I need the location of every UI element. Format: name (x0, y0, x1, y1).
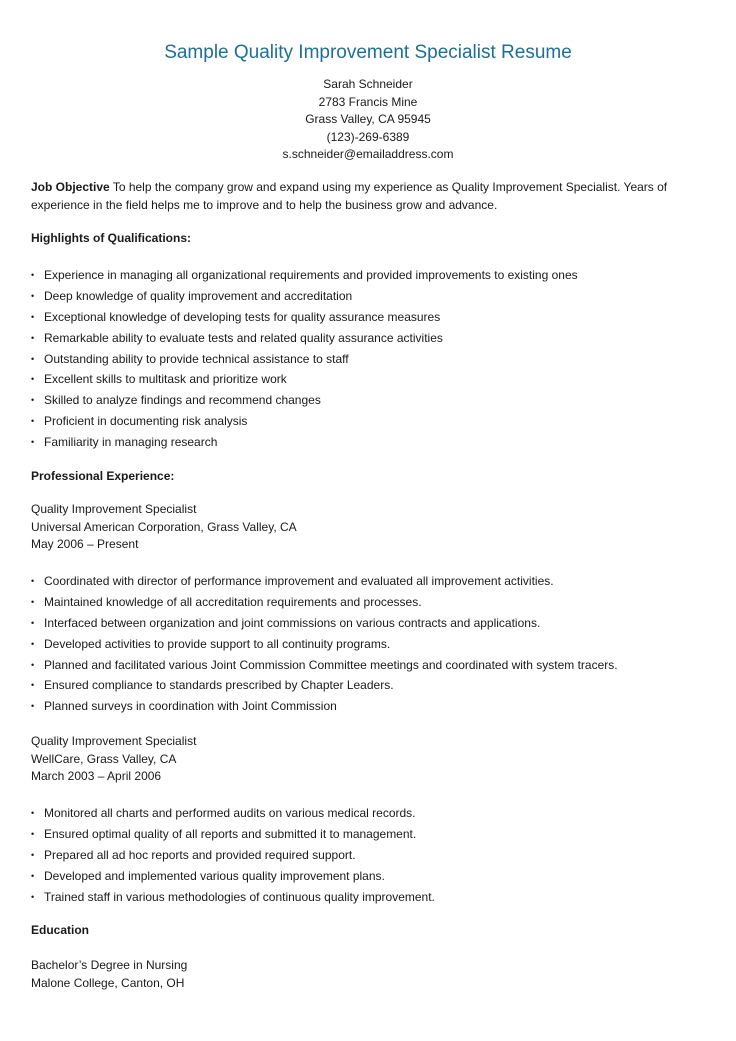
list-item: • Maintained knowledge of all accreditation requirements and processes. (31, 592, 618, 613)
list-item: • Coordinated with director of performance improvement and evaluated all improvement activities. (31, 571, 618, 592)
job-dates: March 2003 – April 2006 (31, 769, 162, 784)
list-item: • Developed and implemented various quality improvement plans. (31, 866, 435, 887)
objective-label: Job Objective (31, 180, 110, 194)
list-item: • Ensured compliance to standards prescribed by Chapter Leaders. (31, 675, 618, 696)
list-item: • Planned surveys in coordination with Joint Commission (31, 696, 618, 717)
job-dates: May 2006 – Present (31, 537, 139, 552)
job-1-duties (31, 571, 618, 717)
list-item: • Trained staff in various methodologies of continuous quality improvement. (31, 887, 435, 908)
list-item: • Outstanding ability to provide technical assistance to staff (31, 349, 578, 370)
bullet-icon: • (31, 808, 35, 818)
page-title: Sample Quality Improvement Specialist Resume (164, 42, 572, 63)
bullet-icon: • (31, 374, 35, 385)
highlights-heading: Highlights of Qualifications: (31, 231, 191, 245)
contact-city: Grass Valley, CA 95945 (305, 112, 431, 127)
contact-name: Sarah Schneider (323, 77, 413, 91)
bullet-icon: • (31, 870, 35, 881)
list-item: • Excellent skills to multitask and prioritize work (31, 369, 578, 390)
bullet-icon: • (31, 416, 35, 427)
bullet-icon: • (31, 270, 35, 280)
contact-block (0, 76, 736, 164)
job-title: Quality Improvement Specialist (31, 734, 197, 748)
bullet-icon: • (31, 332, 35, 343)
job-company: WellCare, Grass Valley, CA (31, 751, 177, 766)
job-2-duties (31, 803, 435, 907)
job-title: Quality Improvement Specialist (31, 502, 197, 516)
list-item: • Planned and facilitated various Joint Commission Committee meetings and coordinated with system tracers. (31, 655, 618, 676)
bullet-icon: • (31, 437, 35, 448)
bullet-icon: • (31, 617, 35, 628)
list-item: • Skilled to analyze findings and recommend changes (31, 390, 578, 411)
bullet-icon: • (31, 638, 35, 649)
objective-text: To help the company grow and expand using my experience as Quality Improvement Specialist. Years of experience in the field helps me to improve and to help the business grow and advance. (31, 180, 668, 212)
list-item: • Prepared all ad hoc reports and provided required support. (31, 845, 435, 866)
education-block (31, 957, 187, 992)
job-2-header (31, 733, 196, 786)
job-1-header (31, 501, 297, 554)
bullet-icon: • (31, 659, 35, 670)
bullet-icon: • (31, 290, 35, 301)
education-school: Malone College, Canton, OH (31, 975, 185, 990)
contact-phone: (123)-269-6389 (326, 129, 410, 144)
bullet-icon: • (31, 395, 35, 406)
list-item: • Remarkable ability to evaluate tests and related quality assurance activities (31, 328, 578, 349)
highlights-list (31, 265, 578, 453)
bullet-icon: • (31, 576, 35, 586)
bullet-icon: • (31, 849, 35, 860)
list-item: • Monitored all charts and performed audits on various medical records. (31, 803, 435, 824)
contact-email: s.schneider@emailaddress.com (282, 147, 454, 162)
list-item: • Interfaced between organization and joint commissions on various contracts and applications. (31, 613, 618, 634)
education-heading: Education (31, 923, 90, 937)
bullet-icon: • (31, 701, 35, 712)
list-item: • Ensured optimal quality of all reports and submitted it to management. (31, 824, 435, 845)
list-item: • Deep knowledge of quality improvement and accreditation (31, 286, 578, 307)
list-item: • Proficient in documenting risk analysis (31, 411, 578, 432)
contact-street: 2783 Francis Mine (318, 94, 418, 109)
education-degree: Bachelor’s Degree in Nursing (31, 958, 188, 972)
bullet-icon: • (31, 891, 35, 902)
job-company: Universal American Corporation, Grass Valley, CA (31, 519, 297, 534)
bullet-icon: • (31, 353, 35, 364)
bullet-icon: • (31, 680, 35, 691)
bullet-icon: • (31, 828, 35, 839)
bullet-icon: • (31, 596, 35, 607)
job-objective (31, 178, 706, 214)
experience-heading: Professional Experience: (31, 469, 175, 483)
list-item: • Developed activities to provide support to all continuity programs. (31, 634, 618, 655)
bullet-icon: • (31, 311, 35, 322)
list-item: • Exceptional knowledge of developing tests for quality assurance measures (31, 307, 578, 328)
list-item: • Familiarity in managing research (31, 432, 578, 453)
list-item: • Experience in managing all organizational requirements and provided improvements to existing ones (31, 265, 578, 286)
